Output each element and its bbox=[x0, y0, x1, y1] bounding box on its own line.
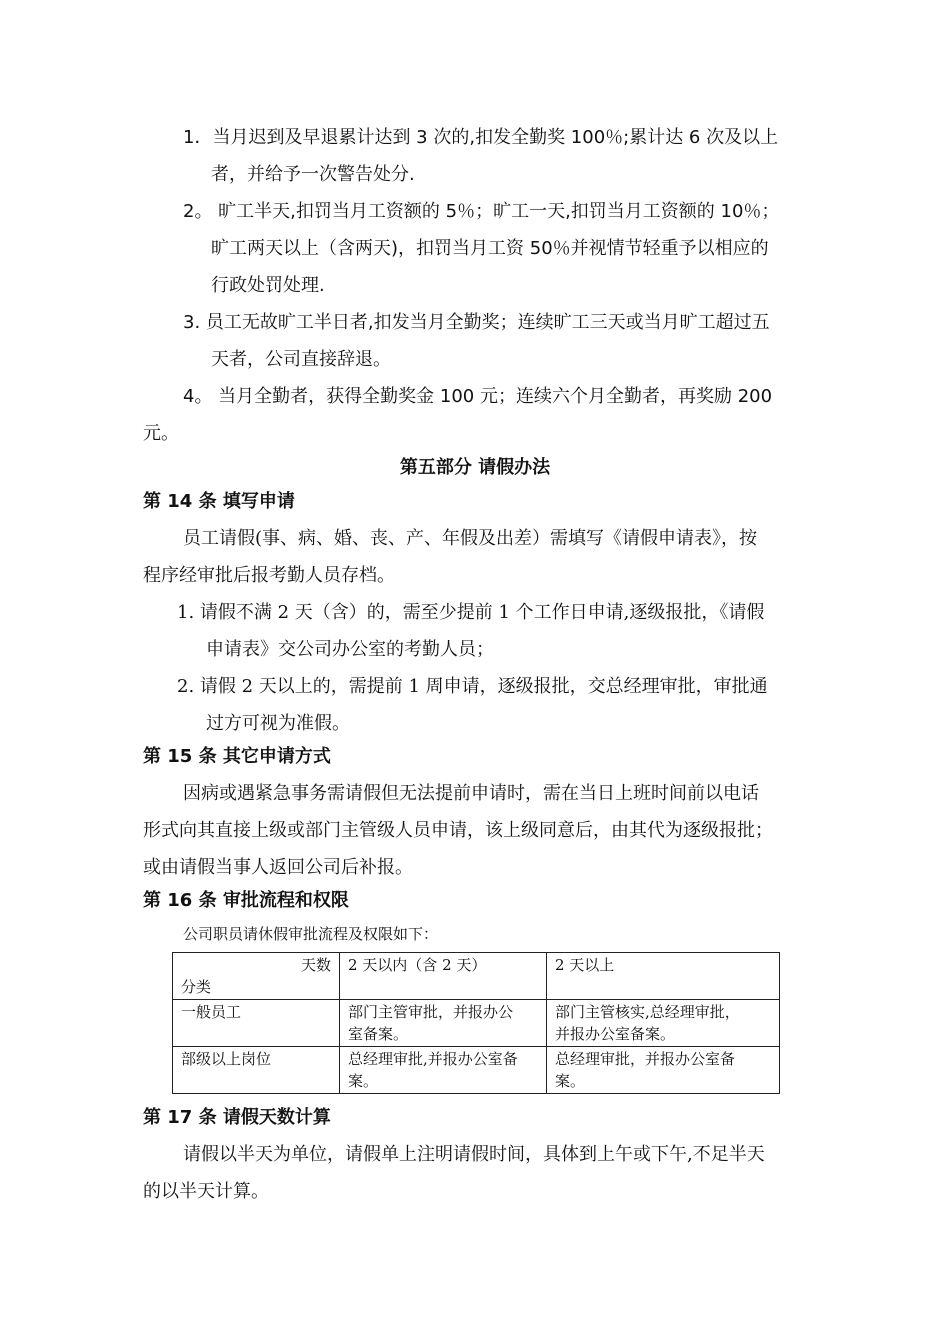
cell-text-line: 部门主管核实,总经理审批， bbox=[555, 1003, 740, 1021]
row-over-cell bbox=[547, 1047, 780, 1094]
section-heading-part5: 第五部分 请假办法 bbox=[399, 457, 551, 478]
rule-3-line-1: 3. 员工无故旷工半日者,扣发当月全勤奖；连续旷工三天或当月旷工超过五 bbox=[183, 312, 770, 333]
rule-1-line-2: 者，并给予一次警告处分. bbox=[211, 164, 415, 185]
article-15-paragraph-line-3: 或由请假当事人返回公司后补报。 bbox=[143, 857, 413, 878]
article-17-title: 第 17 条 请假天数计算 bbox=[143, 1107, 331, 1128]
row-within-cell bbox=[340, 1000, 547, 1047]
rule-3-line-2: 天者，公司直接辞退。 bbox=[211, 349, 391, 370]
cell-text-line: 总经理审批,并报办公室备 bbox=[348, 1050, 518, 1068]
article-14-title: 第 14 条 填写申请 bbox=[143, 491, 295, 512]
cell-text-line: 案。 bbox=[348, 1072, 379, 1090]
approval-table bbox=[172, 952, 780, 1094]
article-15-paragraph-line-1: 因病或遇紧急事务需请假但无法提前申请时，需在当日上班时间前以电话 bbox=[183, 783, 759, 804]
cell-text-line: 总经理审批，并报办公室备 bbox=[555, 1050, 736, 1068]
row-within-cell bbox=[340, 1047, 547, 1094]
cell-text-line: 并报办公室备案。 bbox=[555, 1025, 676, 1043]
article-14-paragraph-line-2: 程序经审批后报考勤人员存档。 bbox=[143, 565, 395, 586]
header-days-label: 天数 bbox=[300, 956, 331, 974]
article-14-item-2-line-2: 过方可视为准假。 bbox=[206, 713, 350, 734]
article-14-item-2-line-1: 2. 请假 2 天以上的，需提前 1 周申请，逐级报批，交总经理审批，审批通 bbox=[177, 676, 768, 697]
article-15-paragraph-line-2: 形式向其直接上级或部门主管级人员申请，该上级同意后，由其代为逐级报批； bbox=[143, 820, 773, 841]
cell-text-line: 室备案。 bbox=[348, 1025, 409, 1043]
article-14-paragraph-line-1: 员工请假(事、病、婚、丧、产、年假及出差）需填写《请假申请表》，按 bbox=[183, 528, 758, 549]
rule-1-line-1: 1．当月迟到及早退累计达到 3 次的,扣发全勤奖 100％;累计达 6 次及以上 bbox=[183, 127, 779, 148]
article-17-paragraph-line-1: 请假以半天为单位，请假单上注明请假时间，具体到上午或下午,不足半天 bbox=[183, 1144, 765, 1165]
rule-4-line-2: 元。 bbox=[143, 423, 179, 444]
article-16-intro: 公司职员请休假审批流程及权限如下： bbox=[183, 925, 439, 943]
cell-text-line: 部门主管审批，并报办公 bbox=[348, 1003, 514, 1021]
header-diagonal-cell bbox=[173, 953, 340, 1000]
rule-2-line-2: 旷工两天以上（含两天)，扣罚当月工资 50％并视情节轻重予以相应的 bbox=[211, 238, 769, 259]
header-over-2-days: 2 天以上 bbox=[547, 953, 780, 1000]
row-category-general-staff: 一般员工 bbox=[173, 1000, 340, 1047]
table-row bbox=[173, 1000, 780, 1047]
rule-2-line-3: 行政处罚处理. bbox=[211, 275, 325, 296]
article-15-title: 第 15 条 其它申请方式 bbox=[143, 746, 331, 767]
rule-2-line-1: 2。 旷工半天,扣罚当月工资额的 5％；旷工一天,扣罚当月工资额的 10％； bbox=[183, 201, 780, 222]
article-14-item-1-line-2: 申请表》交公司办公室的考勤人员； bbox=[206, 639, 494, 660]
article-17-paragraph-line-2: 的以半天计算。 bbox=[143, 1181, 269, 1202]
row-category-department-level: 部级以上岗位 bbox=[173, 1047, 340, 1094]
table-header-row bbox=[173, 953, 780, 1000]
table-row bbox=[173, 1047, 780, 1094]
cell-text-line: 案。 bbox=[555, 1072, 586, 1090]
row-over-cell bbox=[547, 1000, 780, 1047]
article-16-title: 第 16 条 审批流程和权限 bbox=[143, 890, 349, 911]
article-14-item-1-line-1: 1. 请假不满 2 天（含）的，需至少提前 1 个工作日申请,逐级报批，《请假 bbox=[177, 602, 765, 623]
header-within-2-days: 2 天以内（含 2 天） bbox=[340, 953, 547, 1000]
rule-4-line-1: 4。 当月全勤者，获得全勤奖金 100 元；连续六个月全勤者，再奖励 200 bbox=[183, 386, 773, 407]
header-category-label: 分类 bbox=[181, 978, 212, 996]
